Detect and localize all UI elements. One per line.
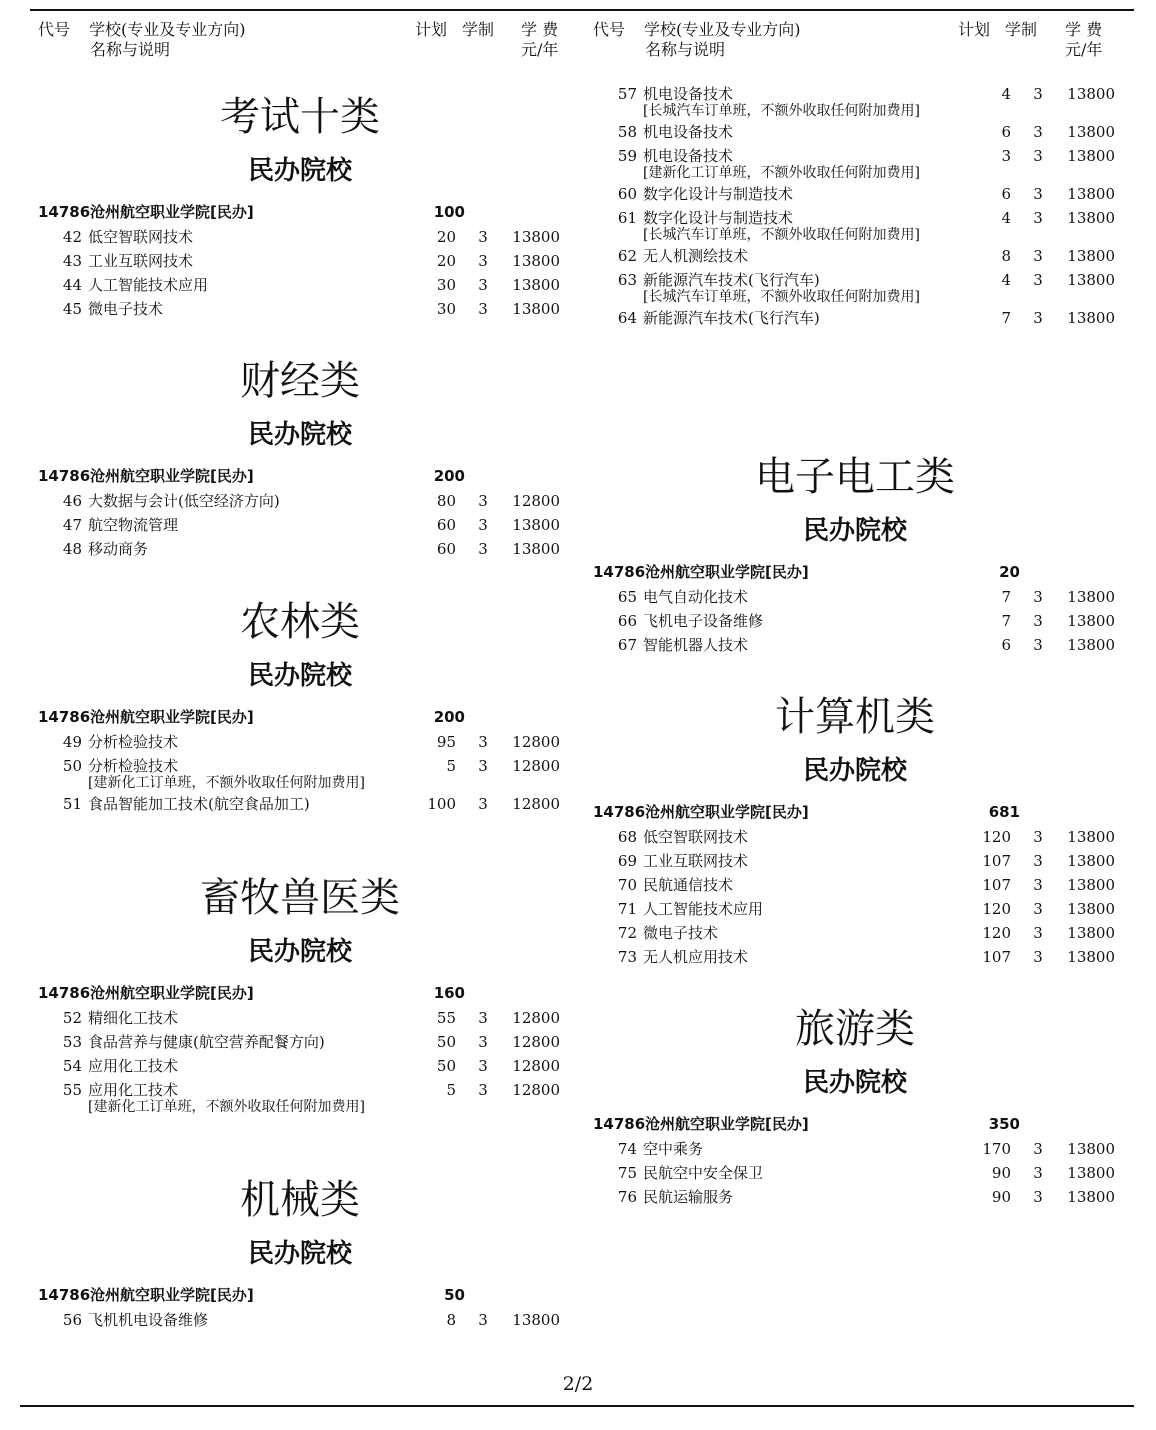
major-row — [30, 1006, 570, 1030]
major-years: 3 — [1033, 147, 1043, 165]
major-fee: 13800 — [1067, 876, 1115, 894]
header-school-line1: 学校(专业及专业方向) — [89, 20, 246, 39]
major-plan: 80 — [436, 492, 456, 510]
major-name: 新能源汽车技术(飞行汽车) — [643, 309, 820, 327]
category-section — [585, 1004, 1125, 1209]
major-plan: 20 — [436, 252, 456, 270]
major-name: 机电设备技术 — [643, 147, 734, 165]
major-row — [585, 609, 1125, 633]
major-row — [30, 792, 570, 816]
major-row — [30, 730, 570, 754]
major-name: 飞机电子设备维修 — [643, 612, 764, 630]
major-row — [585, 945, 1125, 969]
major-fee: 13800 — [1067, 85, 1115, 103]
major-fee: 13800 — [1067, 209, 1115, 227]
major-row — [585, 120, 1125, 144]
header-years: 学制 — [462, 20, 495, 39]
major-fee: 12800 — [512, 757, 560, 775]
school-type-title: 民办院校 — [247, 420, 352, 450]
school-code: 14786 — [38, 203, 91, 221]
major-fee: 13800 — [1067, 185, 1115, 203]
school-row — [585, 799, 1125, 825]
major-number: 42 — [62, 228, 82, 246]
header-fee-line2: 元/年 — [521, 40, 559, 59]
category-title: 机械类 — [240, 1177, 360, 1223]
major-number: 74 — [617, 1140, 637, 1158]
major-fee: 12800 — [512, 1033, 560, 1051]
major-number: 48 — [62, 540, 82, 558]
major-fee: 13800 — [1067, 1140, 1115, 1158]
major-number: 76 — [617, 1188, 637, 1206]
major-name: 应用化工技术 — [88, 1081, 179, 1099]
major-number: 57 — [617, 85, 637, 103]
major-row — [30, 225, 570, 249]
major-fee: 13800 — [1067, 828, 1115, 846]
major-number: 68 — [617, 828, 637, 846]
major-name: 新能源汽车技术(飞行汽车) — [643, 271, 820, 289]
school-code: 14786 — [593, 803, 646, 821]
school-type-title: 民办院校 — [802, 516, 907, 546]
major-plan: 60 — [436, 516, 456, 534]
major-name: 空中乘务 — [643, 1140, 704, 1158]
major-note: [长城汽车订单班，不额外收取任何附加费用] — [643, 289, 920, 305]
major-plan: 107 — [982, 948, 1011, 966]
major-plan: 6 — [1001, 185, 1011, 203]
school-row — [585, 559, 1125, 585]
school-name: 沧州航空职业学院[民办] — [90, 1286, 254, 1304]
major-name: 航空物流管理 — [88, 516, 179, 534]
major-plan: 55 — [436, 1009, 456, 1027]
major-row — [30, 513, 570, 537]
school-type-title: 民办院校 — [802, 756, 907, 786]
major-number: 66 — [617, 612, 637, 630]
major-number: 44 — [62, 276, 82, 294]
major-number: 50 — [62, 757, 82, 775]
major-years: 3 — [1033, 271, 1043, 289]
major-years: 3 — [478, 1311, 488, 1329]
major-row — [585, 873, 1125, 897]
school-type-title: 民办院校 — [247, 1239, 352, 1269]
major-number: 70 — [617, 876, 637, 894]
major-name: 机电设备技术 — [643, 85, 734, 103]
header-plan: 计划 — [415, 20, 448, 39]
major-name: 无人机应用技术 — [643, 948, 749, 966]
school-code: 14786 — [593, 1115, 646, 1133]
major-row — [30, 273, 570, 297]
school-row — [30, 463, 570, 489]
major-row — [585, 921, 1125, 945]
major-years: 3 — [1033, 1188, 1043, 1206]
school-plan: 681 — [988, 803, 1020, 821]
school-type-title: 民办院校 — [802, 1068, 907, 1098]
right-column — [585, 0, 1145, 1360]
school-code: 14786 — [38, 708, 91, 726]
major-years: 3 — [1033, 852, 1043, 870]
school-plan: 200 — [433, 708, 465, 726]
major-plan: 8 — [1001, 247, 1011, 265]
major-name: 工业互联网技术 — [88, 252, 194, 270]
major-name: 人工智能技术应用 — [643, 900, 764, 918]
major-years: 3 — [478, 1009, 488, 1027]
major-years: 3 — [1033, 876, 1043, 894]
school-name: 沧州航空职业学院[民办] — [90, 203, 254, 221]
major-fee: 13800 — [1067, 612, 1115, 630]
major-plan: 7 — [1001, 588, 1011, 606]
major-plan: 120 — [982, 924, 1011, 942]
category-section — [30, 597, 570, 816]
header-fee — [521, 20, 558, 60]
major-plan: 30 — [436, 276, 456, 294]
major-row — [585, 1161, 1125, 1185]
bottom-rule — [20, 1405, 1134, 1407]
major-row — [585, 1137, 1125, 1161]
major-fee: 13800 — [512, 228, 560, 246]
major-years: 3 — [478, 1033, 488, 1051]
header-fee-line1: 学 费 — [521, 20, 559, 39]
major-plan: 4 — [1001, 85, 1011, 103]
school-plan: 50 — [444, 1286, 465, 1304]
major-name: 应用化工技术 — [88, 1057, 179, 1075]
major-note: [建新化工订单班，不额外收取任何附加费用] — [88, 775, 365, 791]
major-fee: 13800 — [1067, 271, 1115, 289]
major-name: 飞机机电设备维修 — [88, 1311, 209, 1329]
major-number: 75 — [617, 1164, 637, 1182]
major-number: 47 — [62, 516, 82, 534]
major-plan: 5 — [446, 757, 456, 775]
header-school-line2: 名称与说明 — [645, 40, 726, 59]
major-fee: 13800 — [1067, 147, 1115, 165]
category-section — [30, 356, 570, 561]
major-years: 3 — [478, 1057, 488, 1075]
major-plan: 120 — [982, 900, 1011, 918]
school-row — [30, 704, 570, 730]
major-number: 45 — [62, 300, 82, 318]
header-years: 学制 — [1005, 20, 1038, 39]
major-plan: 7 — [1001, 309, 1011, 327]
school-name: 沧州航空职业学院[民办] — [645, 563, 809, 581]
major-fee: 13800 — [1067, 900, 1115, 918]
major-plan: 3 — [1001, 147, 1011, 165]
major-row — [585, 825, 1125, 849]
category-section — [30, 92, 570, 321]
school-plan: 100 — [433, 203, 465, 221]
major-row — [585, 1185, 1125, 1209]
major-plan: 95 — [436, 733, 456, 751]
major-fee: 13800 — [512, 252, 560, 270]
major-name: 食品营养与健康(航空营养配餐方向) — [88, 1033, 325, 1051]
major-years: 3 — [478, 1081, 488, 1099]
major-fee: 13800 — [512, 540, 560, 558]
major-fee: 12800 — [512, 733, 560, 751]
major-name: 分析检验技术 — [88, 733, 179, 751]
major-number: 46 — [62, 492, 82, 510]
school-row — [585, 1111, 1125, 1137]
header-fee — [1065, 20, 1102, 60]
major-number: 52 — [62, 1009, 82, 1027]
major-years: 3 — [1033, 948, 1043, 966]
major-fee: 13800 — [1067, 1164, 1115, 1182]
category-title: 财经类 — [240, 358, 360, 404]
major-years: 3 — [478, 276, 488, 294]
major-name: 无人机测绘技术 — [643, 247, 749, 265]
major-note: [建新化工订单班，不额外收取任何附加费用] — [88, 1099, 365, 1115]
major-number: 49 — [62, 733, 82, 751]
major-number: 64 — [617, 309, 637, 327]
major-fee: 13800 — [512, 276, 560, 294]
major-row — [30, 1308, 570, 1332]
major-name: 低空智联网技术 — [88, 228, 194, 246]
header-fee-line1: 学 费 — [1065, 20, 1103, 39]
header-code: 代号 — [593, 20, 626, 39]
major-number: 69 — [617, 852, 637, 870]
major-row — [585, 897, 1125, 921]
school-plan: 350 — [988, 1115, 1020, 1133]
school-code: 14786 — [38, 467, 91, 485]
major-fee: 13800 — [512, 516, 560, 534]
major-note: [长城汽车订单班，不额外收取任何附加费用] — [643, 103, 920, 119]
school-row — [30, 199, 570, 225]
major-plan: 5 — [446, 1081, 456, 1099]
major-row — [30, 1054, 570, 1078]
major-number: 63 — [617, 271, 637, 289]
school-name: 沧州航空职业学院[民办] — [90, 708, 254, 726]
school-plan: 160 — [433, 984, 465, 1002]
major-row — [585, 849, 1125, 873]
major-name: 大数据与会计(低空经济方向) — [88, 492, 280, 510]
major-years: 3 — [1033, 828, 1043, 846]
continued-majors — [585, 82, 1125, 330]
major-years: 3 — [1033, 309, 1043, 327]
header-plan: 计划 — [958, 20, 991, 39]
major-years: 3 — [478, 733, 488, 751]
major-fee: 13800 — [1067, 948, 1115, 966]
category-title: 电子电工类 — [755, 454, 955, 500]
major-plan: 50 — [436, 1057, 456, 1075]
major-number: 60 — [617, 185, 637, 203]
major-years: 3 — [478, 300, 488, 318]
left-column — [30, 0, 590, 1360]
major-plan: 30 — [436, 300, 456, 318]
major-years: 3 — [1033, 612, 1043, 630]
category-title: 计算机类 — [775, 694, 935, 740]
major-years: 3 — [1033, 209, 1043, 227]
major-fee: 13800 — [1067, 636, 1115, 654]
major-plan: 4 — [1001, 209, 1011, 227]
school-name: 沧州航空职业学院[民办] — [90, 467, 254, 485]
major-years: 3 — [1033, 85, 1043, 103]
major-plan: 20 — [436, 228, 456, 246]
school-row — [30, 980, 570, 1006]
major-note: [长城汽车订单班，不额外收取任何附加费用] — [643, 227, 920, 243]
major-years: 3 — [1033, 636, 1043, 654]
major-name: 数字化设计与制造技术 — [643, 185, 794, 203]
major-name: 微电子技术 — [88, 300, 164, 318]
school-plan: 20 — [999, 563, 1020, 581]
header-school — [644, 20, 801, 60]
major-years: 3 — [478, 795, 488, 813]
major-fee: 12800 — [512, 795, 560, 813]
school-row — [30, 1282, 570, 1308]
page-number: 2/2 — [562, 1373, 594, 1395]
school-name: 沧州航空职业学院[民办] — [90, 984, 254, 1002]
school-type-title: 民办院校 — [247, 156, 352, 186]
school-code: 14786 — [593, 563, 646, 581]
major-name: 机电设备技术 — [643, 123, 734, 141]
major-number: 56 — [62, 1311, 82, 1329]
major-years: 3 — [1033, 185, 1043, 203]
major-name: 民航通信技术 — [643, 876, 734, 894]
major-number: 61 — [617, 209, 637, 227]
major-years: 3 — [478, 228, 488, 246]
header-school-line2: 名称与说明 — [90, 40, 171, 59]
major-plan: 100 — [427, 795, 456, 813]
major-row — [585, 633, 1125, 657]
major-name: 移动商务 — [88, 540, 149, 558]
major-number: 73 — [617, 948, 637, 966]
major-name: 工业互联网技术 — [643, 852, 749, 870]
major-fee: 13800 — [1067, 309, 1115, 327]
major-name: 智能机器人技术 — [643, 636, 749, 654]
major-number: 67 — [617, 636, 637, 654]
major-plan: 107 — [982, 876, 1011, 894]
category-title: 农林类 — [240, 599, 360, 645]
school-plan: 200 — [433, 467, 465, 485]
major-fee: 13800 — [1067, 1188, 1115, 1206]
category-title: 考试十类 — [220, 94, 380, 140]
major-fee: 12800 — [512, 492, 560, 510]
category-section — [585, 692, 1125, 969]
major-name: 微电子技术 — [643, 924, 719, 942]
major-name: 电气自动化技术 — [643, 588, 749, 606]
major-number: 58 — [617, 123, 637, 141]
major-plan: 90 — [991, 1188, 1011, 1206]
major-years: 3 — [1033, 247, 1043, 265]
major-years: 3 — [478, 516, 488, 534]
major-fee: 13800 — [1067, 852, 1115, 870]
major-plan: 6 — [1001, 123, 1011, 141]
major-name: 人工智能技术应用 — [88, 276, 209, 294]
major-fee: 13800 — [1067, 247, 1115, 265]
school-type-title: 民办院校 — [247, 661, 352, 691]
category-title: 畜牧兽医类 — [200, 875, 400, 921]
major-fee: 12800 — [512, 1009, 560, 1027]
major-years: 3 — [478, 252, 488, 270]
major-years: 3 — [478, 540, 488, 558]
major-years: 3 — [1033, 1140, 1043, 1158]
major-row — [30, 249, 570, 273]
category-section — [585, 452, 1125, 657]
major-years: 3 — [1033, 123, 1043, 141]
major-years: 3 — [478, 492, 488, 510]
major-row — [30, 537, 570, 561]
school-name: 沧州航空职业学院[民办] — [645, 803, 809, 821]
major-number: 72 — [617, 924, 637, 942]
header-school — [89, 20, 246, 60]
major-fee: 12800 — [512, 1057, 560, 1075]
major-note: [建新化工订单班，不额外收取任何附加费用] — [643, 165, 920, 181]
major-years: 3 — [478, 757, 488, 775]
major-row — [585, 585, 1125, 609]
major-fee: 12800 — [512, 1081, 560, 1099]
category-title: 旅游类 — [795, 1006, 915, 1052]
major-plan: 50 — [436, 1033, 456, 1051]
major-row — [30, 297, 570, 321]
major-fee: 13800 — [1067, 588, 1115, 606]
major-number: 55 — [62, 1081, 82, 1099]
major-fee: 13800 — [512, 300, 560, 318]
major-number: 43 — [62, 252, 82, 270]
major-plan: 6 — [1001, 636, 1011, 654]
major-name: 食品智能加工技术(航空食品加工) — [88, 795, 310, 813]
school-code: 14786 — [38, 1286, 91, 1304]
major-fee: 13800 — [1067, 123, 1115, 141]
major-row — [30, 489, 570, 513]
major-number: 71 — [617, 900, 637, 918]
school-name: 沧州航空职业学院[民办] — [645, 1115, 809, 1133]
major-number: 54 — [62, 1057, 82, 1075]
major-plan: 90 — [991, 1164, 1011, 1182]
major-plan: 170 — [982, 1140, 1011, 1158]
major-row — [585, 306, 1125, 330]
major-fee: 13800 — [512, 1311, 560, 1329]
major-name: 低空智联网技术 — [643, 828, 749, 846]
header-fee-line2: 元/年 — [1065, 40, 1103, 59]
major-fee: 13800 — [1067, 924, 1115, 942]
major-name: 民航空中安全保卫 — [643, 1164, 764, 1182]
major-name: 民航运输服务 — [643, 1188, 734, 1206]
major-plan: 120 — [982, 828, 1011, 846]
major-number: 62 — [617, 247, 637, 265]
major-row — [30, 1030, 570, 1054]
school-type-title: 民办院校 — [247, 937, 352, 967]
major-row — [585, 182, 1125, 206]
category-section — [30, 1175, 570, 1332]
major-number: 65 — [617, 588, 637, 606]
major-years: 3 — [1033, 1164, 1043, 1182]
major-number: 59 — [617, 147, 637, 165]
major-plan: 107 — [982, 852, 1011, 870]
major-plan: 8 — [446, 1311, 456, 1329]
major-plan: 60 — [436, 540, 456, 558]
major-years: 3 — [1033, 900, 1043, 918]
major-name: 数字化设计与制造技术 — [643, 209, 794, 227]
major-plan: 4 — [1001, 271, 1011, 289]
major-number: 51 — [62, 795, 82, 813]
header-school-line1: 学校(专业及专业方向) — [644, 20, 801, 39]
major-row — [585, 244, 1125, 268]
major-number: 53 — [62, 1033, 82, 1051]
major-name: 分析检验技术 — [88, 757, 179, 775]
header-code: 代号 — [38, 20, 71, 39]
major-plan: 7 — [1001, 612, 1011, 630]
school-code: 14786 — [38, 984, 91, 1002]
major-years: 3 — [1033, 924, 1043, 942]
major-name: 精细化工技术 — [88, 1009, 179, 1027]
category-section — [30, 873, 570, 1116]
major-years: 3 — [1033, 588, 1043, 606]
